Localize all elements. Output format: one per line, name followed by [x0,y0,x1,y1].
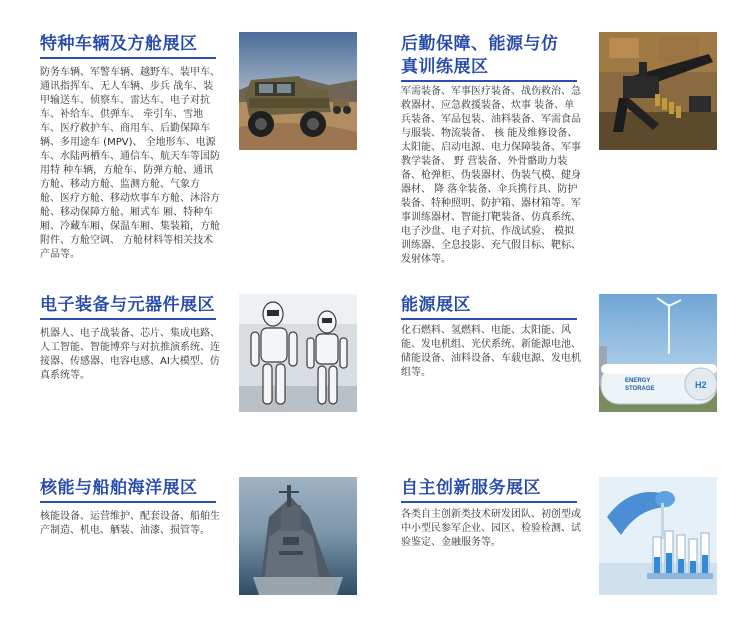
laboratory-photo [599,477,717,595]
section-title: 后勤保障、能源与仿真训练展区 [401,34,559,77]
section-description: 机器人、电子战装备、芯片、集成电路、人工智能、智能博弈与对抗推演系统、连接器、传感器、电容电感、AI大模型、仿真系统等。 [40,328,220,381]
hydrogen-energy-photo [599,294,717,412]
title-underline [40,318,216,320]
machine-gun-photo [599,32,717,150]
section-title: 特种车辆及方舱展区 [40,34,198,54]
title-underline [401,318,577,320]
section-description: 各类自主创新类技术研发团队、初创型或中小型民参军企业、园区、检验检测、试验鉴定、金融服务等。 [401,509,581,548]
title-underline [40,57,216,59]
section-description: 核能设备、运营维护、配套设备、船舶生产制造、机电、舾装、油漆、损管等。 [40,511,220,536]
title-underline [401,80,577,82]
section-description: 化石燃料、氢燃料、电能、太阳能、风能、发电机组、光伏系统、新能源电池、储能设备、油料设备、车载电源、发电机组等。 [401,325,581,378]
section-description: 防务车辆、军警车辆、越野车、装甲车、通讯指挥车、无人车辆、步兵 战车、装甲输送车、侦察车、雷达车、电子对抗车、补给车、供弹车、 牵引车、雪地车、医疗救护车、商用车、后勤保障车辆、多用途车 (MPV)、 全地形车、电源车、水陆两栖车、通信车、航天车等国防用特 种车辆，方舱车、防弹方舱、通讯方舱、移动方舱、监测方舱、气象方 舱、医疗方舱、移动炊事车方舱、沐浴方舱、移动保障方舱、厢式车 厢、特种车厢、冷藏车厢、保温车厢、集装箱，方舱附件、方舱空调、 方舱材料等相关技术产品等。 [40,67,220,260]
section-title: 电子装备与元器件展区 [40,295,215,315]
title-underline [40,501,216,503]
military-vehicle-photo [239,32,357,150]
section-title: 核能与船舶海洋展区 [40,478,198,498]
section-description: 军需装备、军事医疗装备、战伤救治、急救器材、应急救援装备、炊事 装备、单兵装备、军品包装、油料装备、军需食品与服装、物流装备、 核 能及维修设备、太阳能、启动电源、电力保障装备、军事教学装备、 野 营装备、外骨骼助力装备、枪弹柜、伪装器材、伪装气模、健身器材、 降 落伞装备、伞兵携行具、防护装备、特种照明、防护箱、器材箱等。军事训练器材、智能打靶装备、仿真系统、电子沙盘、电子对抗、作战试验、 模拟训练器、全息投影、充气假目标、靶标、发射体等。 [401,86,581,265]
section-title: 能源展区 [401,295,471,315]
section-title: 自主创新服务展区 [401,478,541,498]
humanoid-robots-photo [239,294,357,412]
title-underline [401,501,577,503]
tank-label-h2: H2 [695,380,707,390]
warship-photo [239,477,357,595]
tank-label-energy: ENERGY [625,378,651,384]
tank-label-storage: STORAGE [625,386,655,392]
